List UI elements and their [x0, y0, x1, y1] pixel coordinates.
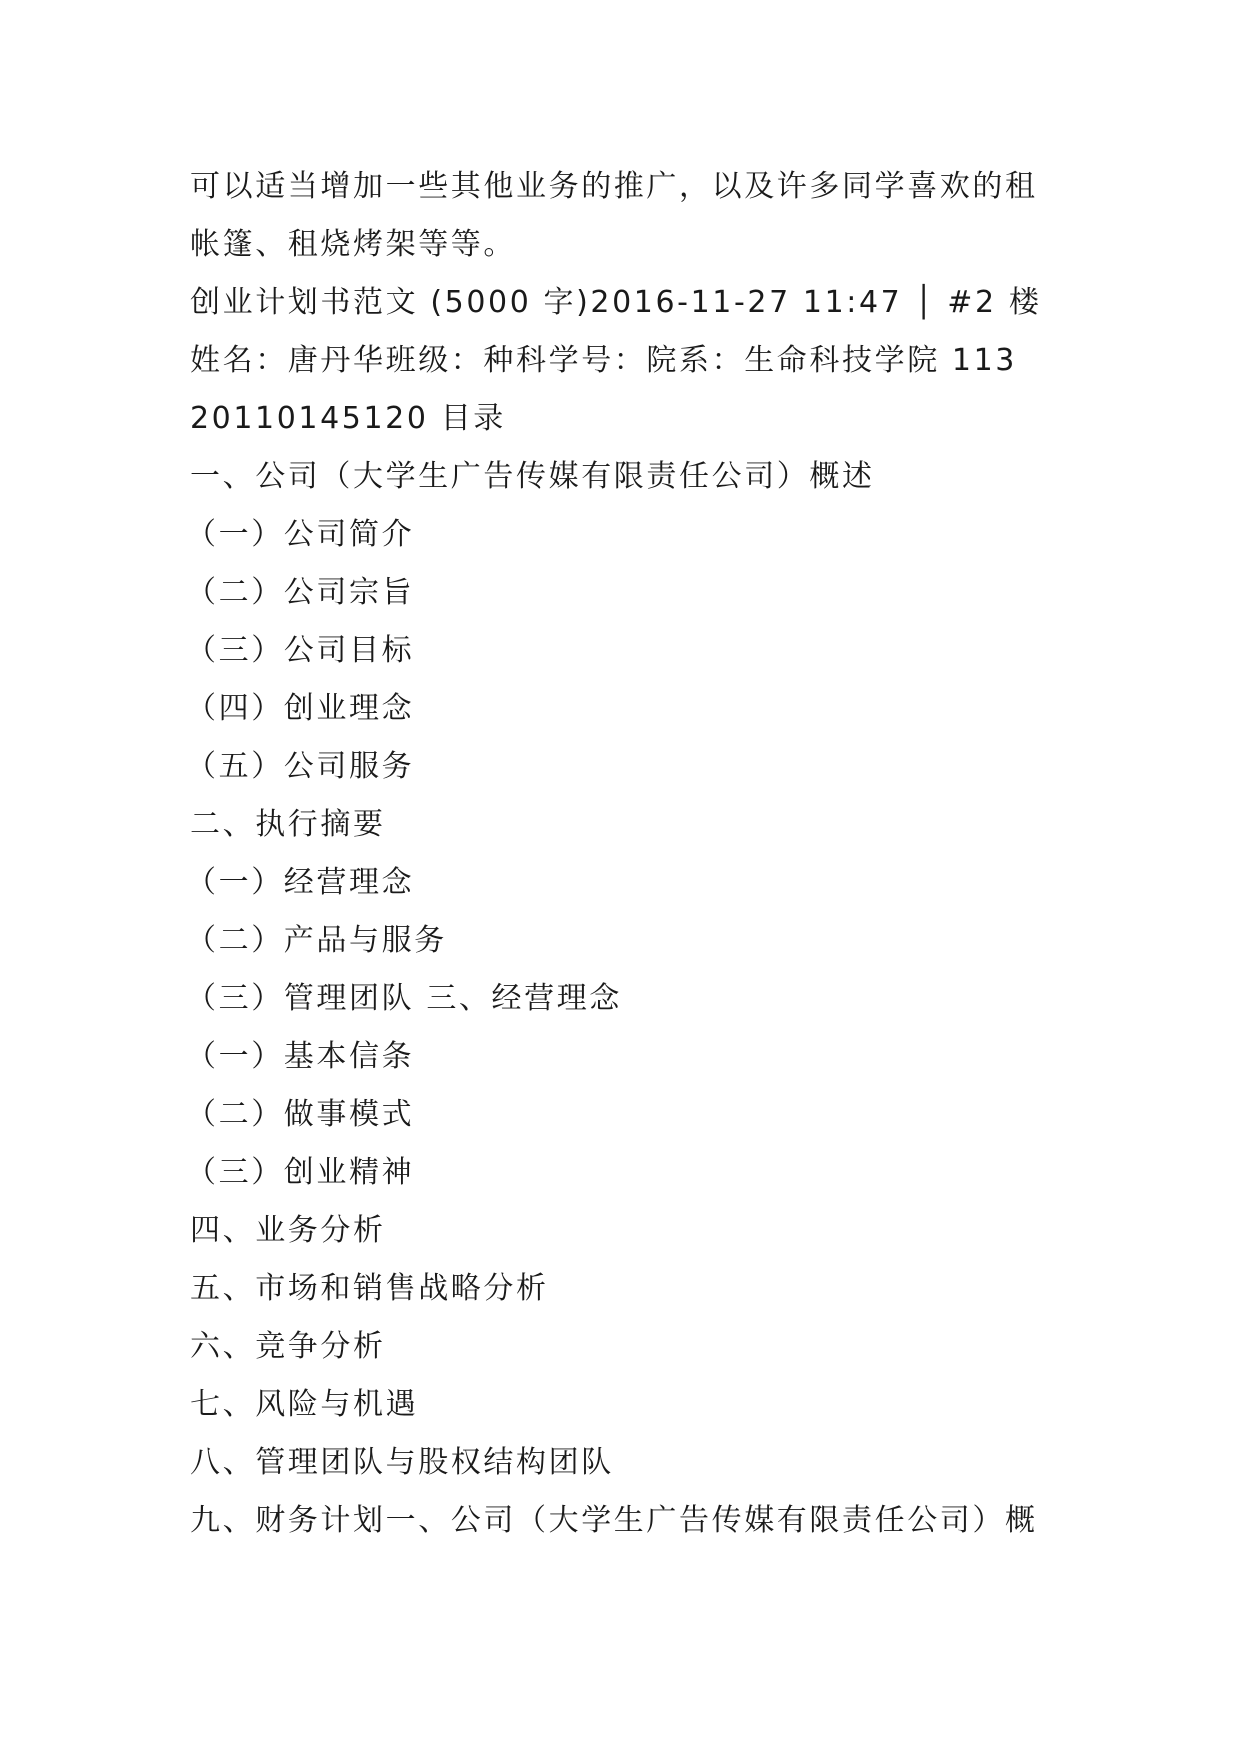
toc-heading: 二、执行摘要: [190, 807, 386, 842]
author-info-line: 姓名：唐丹华班级：种科学号：院系：生命科技学院 113: [190, 343, 1017, 378]
toc-heading: 六、竞争分析: [190, 1329, 386, 1364]
author-info-line: 20110145120 目录: [190, 401, 506, 436]
toc-heading: 四、业务分析: [190, 1213, 386, 1248]
toc-heading: 五、市场和销售战略分析: [190, 1271, 549, 1306]
toc-subheading: （二）产品与服务: [186, 923, 447, 958]
toc-heading: 九、财务计划一、公司（大学生广告传媒有限责任公司）概: [190, 1503, 1038, 1538]
toc-subheading: （二）做事模式: [186, 1097, 415, 1132]
toc-subheading: （三）管理团队 三、经营理念: [186, 981, 622, 1016]
toc-heading: 八、管理团队与股权结构团队: [190, 1445, 614, 1480]
toc-heading: 一、公司（大学生广告传媒有限责任公司）概述: [190, 459, 875, 494]
toc-subheading: （一）基本信条: [186, 1039, 415, 1074]
toc-subheading: （四）创业理念: [186, 691, 415, 726]
paragraph-line: 可以适当增加一些其他业务的推广，以及许多同学喜欢的租: [190, 169, 1038, 204]
document-body: [186, 158, 1070, 1550]
post-header-line: 创业计划书范文 (5000 字)2016-11-27 11:47 │ #2 楼: [190, 285, 1042, 320]
toc-subheading: （二）公司宗旨: [186, 575, 415, 610]
toc-subheading: （一）经营理念: [186, 865, 415, 900]
toc-heading: 七、风险与机遇: [190, 1387, 419, 1422]
toc-subheading: （五）公司服务: [186, 749, 415, 784]
paragraph-line: 帐篷、租烧烤架等等。: [190, 227, 516, 262]
toc-subheading: （三）公司目标: [186, 633, 415, 668]
toc-subheading: （三）创业精神: [186, 1155, 415, 1190]
toc-subheading: （一）公司简介: [186, 517, 415, 552]
